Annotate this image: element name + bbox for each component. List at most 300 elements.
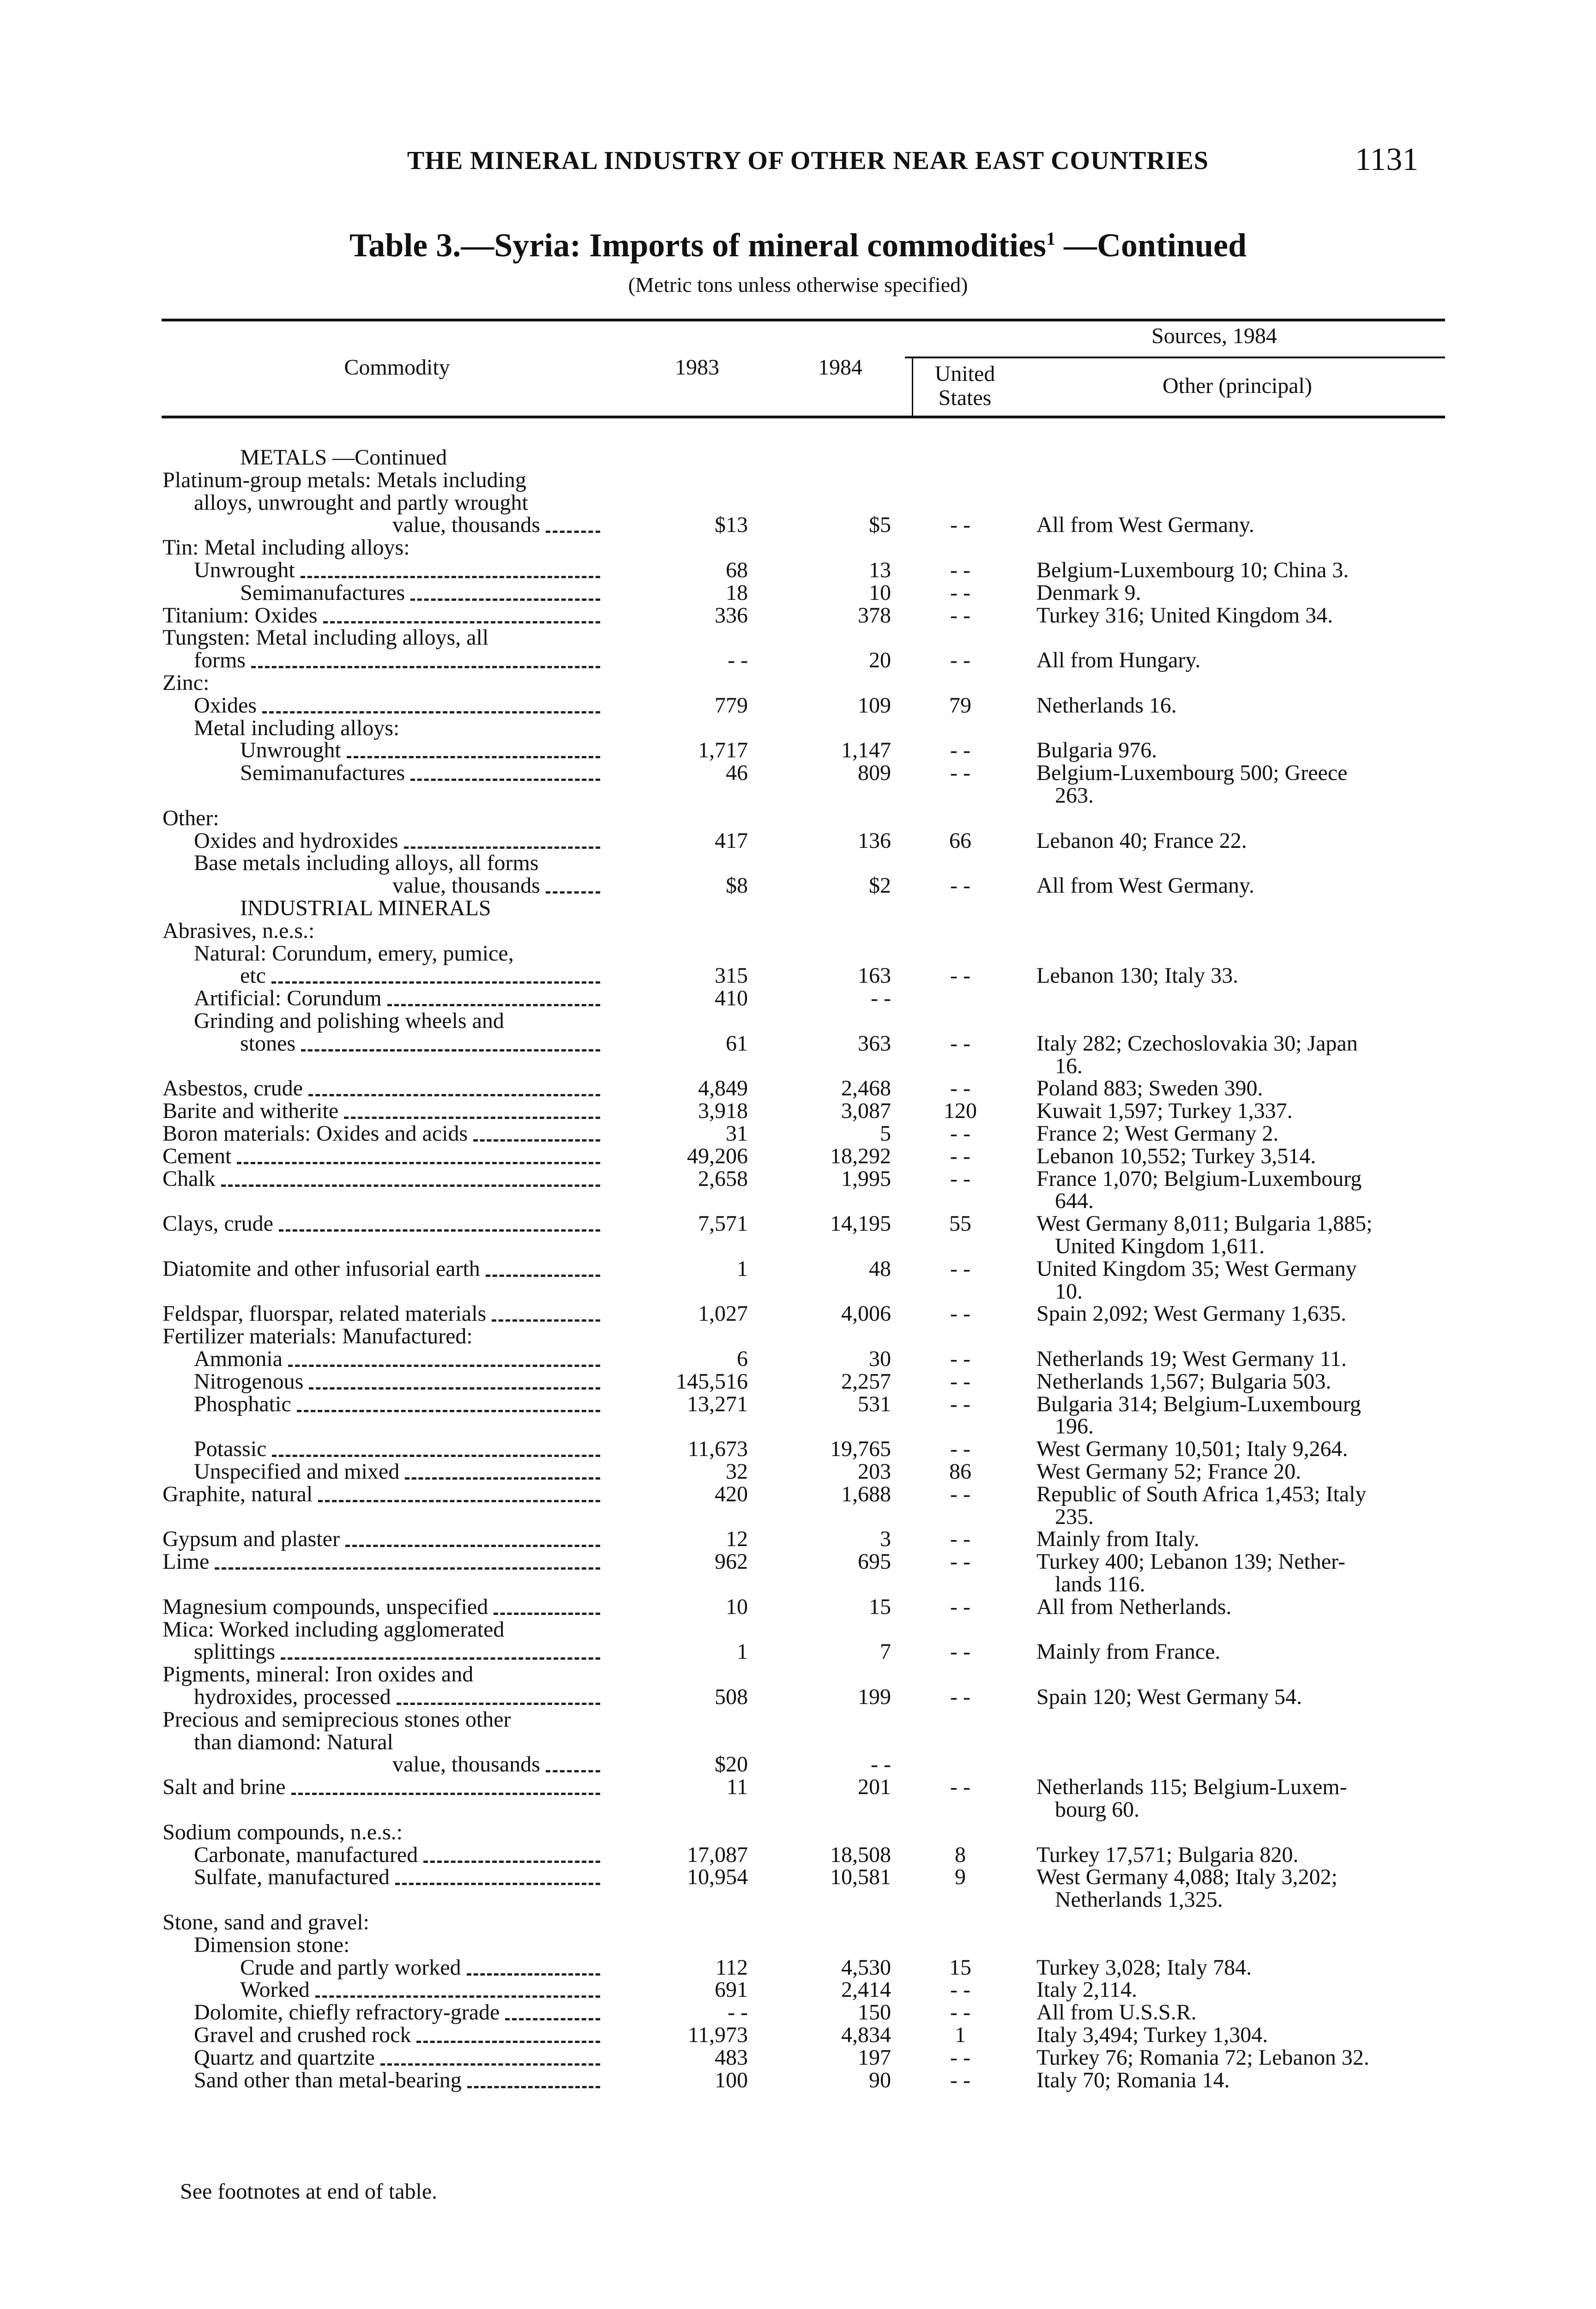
leader-dots <box>281 1657 600 1660</box>
table-row <box>0 896 1596 920</box>
commodity-label: Base metals including alloys, all forms <box>194 851 539 876</box>
source-other: Turkey 400; Lebanon 139; Nether- <box>1036 1549 1346 1574</box>
leader-dots <box>486 1275 600 1277</box>
source-other: 10. <box>1055 1279 1083 1304</box>
value-1984: 90 <box>869 2067 891 2092</box>
value-1984: $5 <box>869 513 891 538</box>
leader-dots <box>344 1117 600 1119</box>
commodity-label: METALS —Continued <box>240 445 447 470</box>
value-1984: 3,087 <box>841 1099 891 1124</box>
table-row <box>0 1234 1596 1258</box>
commodity-label: Ammonia <box>194 1347 283 1371</box>
source-other: All from West Germany. <box>1036 513 1255 538</box>
value-1984: 1,688 <box>841 1481 891 1506</box>
value-united-states: - - <box>950 1301 970 1326</box>
source-other: Italy 3,494; Turkey 1,304. <box>1036 2023 1268 2047</box>
table-row <box>0 1708 1596 1732</box>
commodity-label: Precious and semiprecious stones other <box>163 1707 511 1732</box>
source-other: United Kingdom 1,611. <box>1055 1234 1265 1258</box>
value-1984: 19,765 <box>830 1437 891 1462</box>
table-row <box>0 536 1596 560</box>
table-row <box>0 558 1596 582</box>
value-1984: 136 <box>858 828 891 853</box>
table-row <box>0 1167 1596 1191</box>
leader-dots <box>221 1185 600 1187</box>
value-united-states: - - <box>950 1549 970 1574</box>
value-united-states: - - <box>950 1256 970 1281</box>
value-1984: - - <box>871 1752 891 1777</box>
value-1984: 809 <box>858 761 891 786</box>
source-other: Denmark 9. <box>1036 580 1141 605</box>
commodity-label: Grinding and polishing wheels and <box>194 1009 504 1033</box>
commodity-label: Barite and witherite <box>163 1099 339 1124</box>
source-other: 16. <box>1055 1053 1083 1078</box>
value-1983: 1,717 <box>698 738 748 763</box>
leader-dots <box>279 1229 600 1232</box>
source-other: All from West Germany. <box>1036 873 1255 898</box>
table-row <box>0 1212 1596 1236</box>
table-row <box>0 604 1596 628</box>
leader-dots <box>473 1139 600 1142</box>
table-row <box>0 1392 1596 1416</box>
value-united-states: - - <box>950 1775 970 1800</box>
commodity-label: Mica: Worked including agglomerated <box>163 1617 505 1642</box>
value-1984: 109 <box>858 693 891 718</box>
commodity-label: Unwrought <box>240 738 341 763</box>
value-1983: 10 <box>726 1594 748 1619</box>
value-united-states: - - <box>950 580 970 605</box>
leader-dots <box>405 1477 600 1480</box>
leader-dots <box>380 2063 600 2066</box>
value-1983: 112 <box>715 1955 748 1980</box>
value-1984: 7 <box>880 1639 891 1664</box>
value-1983: 315 <box>715 963 748 988</box>
table-row <box>0 581 1596 605</box>
value-1983: 1,027 <box>698 1301 748 1326</box>
leader-dots <box>251 666 600 668</box>
commodity-label: Quartz and quartzite <box>194 2045 375 2070</box>
table-row <box>0 626 1596 650</box>
source-other: Netherlands 115; Belgium-Luxem- <box>1036 1775 1347 1800</box>
commodity-label: Sodium compounds, n.e.s.: <box>163 1819 403 1844</box>
leader-dots <box>467 1973 600 1976</box>
header-1984: 1984 <box>818 355 862 380</box>
value-1983: - - <box>728 2000 748 2025</box>
commodity-label: Potassic <box>194 1437 267 1462</box>
table-row <box>0 874 1596 898</box>
leader-dots <box>323 621 600 623</box>
table-row <box>0 468 1596 492</box>
value-1983: 1 <box>737 1256 748 1281</box>
value-united-states: 79 <box>949 693 971 718</box>
value-1984: 2,414 <box>841 1977 891 2002</box>
value-united-states: - - <box>950 1437 970 1462</box>
value-1984: 2,468 <box>841 1076 891 1101</box>
source-other: West Germany 8,011; Bulgaria 1,885; <box>1036 1211 1373 1236</box>
value-united-states: - - <box>950 1594 970 1619</box>
leader-dots <box>237 1162 600 1164</box>
value-1984: 363 <box>858 1031 891 1056</box>
commodity-label: Oxides and hydroxides <box>194 828 398 853</box>
value-1983: 4,849 <box>698 1076 748 1101</box>
value-united-states: - - <box>950 1121 970 1146</box>
commodity-label: Other: <box>163 805 219 830</box>
source-other: Mainly from France. <box>1036 1639 1221 1664</box>
source-other: West Germany 10,501; Italy 9,264. <box>1036 1437 1348 1462</box>
source-other: Belgium-Luxembourg 500; Greece <box>1036 761 1348 786</box>
commodity-label: stones <box>240 1031 295 1056</box>
table-row <box>0 1572 1596 1596</box>
value-1984: 378 <box>858 603 891 628</box>
value-1983: 31 <box>726 1121 748 1146</box>
table-row <box>0 2046 1596 2070</box>
table-row <box>0 1280 1596 1304</box>
value-united-states: - - <box>950 963 970 988</box>
leader-dots <box>301 576 600 578</box>
value-1983: 410 <box>715 986 748 1011</box>
value-united-states: - - <box>950 738 970 763</box>
source-other: Bulgaria 976. <box>1036 738 1157 763</box>
source-other: 263. <box>1055 783 1094 808</box>
source-other: All from U.S.S.R. <box>1036 2000 1197 2025</box>
table-title-suffix: —Continued <box>1055 227 1247 264</box>
table-row <box>0 1730 1596 1754</box>
value-united-states: - - <box>950 2067 970 2092</box>
running-head: THE MINERAL INDUSTRY OF OTHER NEAR EAST COUNTRIES <box>407 146 1209 175</box>
value-1984: 163 <box>858 963 891 988</box>
value-1983: 962 <box>715 1549 748 1574</box>
page-number: 1131 <box>1355 142 1419 177</box>
value-1983: 11 <box>726 1775 748 1800</box>
table-row <box>0 1076 1596 1100</box>
value-united-states: - - <box>950 1481 970 1506</box>
value-1983: 12 <box>726 1527 748 1552</box>
value-1983: $20 <box>715 1752 748 1777</box>
table-row <box>0 446 1596 470</box>
table-row <box>0 1550 1596 1574</box>
commodity-label: Tungsten: Metal including alloys, all <box>163 625 489 650</box>
value-1984: 18,508 <box>830 1842 891 1867</box>
table-row <box>0 648 1596 672</box>
source-other: Netherlands 16. <box>1036 693 1177 718</box>
table-row <box>0 716 1596 740</box>
commodity-label: Phosphatic <box>194 1391 291 1416</box>
value-united-states: - - <box>950 513 970 538</box>
table-title-footnote-mark: 1 <box>1046 228 1056 249</box>
source-other: Turkey 316; United Kingdom 34. <box>1036 603 1333 628</box>
table-row <box>0 1460 1596 1484</box>
source-other: Poland 883; Sweden 390. <box>1036 1076 1263 1101</box>
value-1983: 68 <box>726 558 748 582</box>
source-other: Italy 70; Romania 14. <box>1036 2067 1230 2092</box>
source-other: Netherlands 19; West Germany 11. <box>1036 1347 1347 1371</box>
commodity-label: Asbestos, crude <box>163 1076 303 1101</box>
value-1984: 1,995 <box>841 1166 891 1191</box>
table-row <box>0 2001 1596 2025</box>
table-row <box>0 919 1596 943</box>
table-row <box>0 1843 1596 1867</box>
value-1983: 1 <box>737 1639 748 1664</box>
table-row <box>0 1347 1596 1371</box>
commodity-label: Titanium: Oxides <box>163 603 318 628</box>
header-sources-1984: Sources, 1984 <box>1151 324 1277 348</box>
commodity-label: Dimension stone: <box>194 1932 350 1957</box>
value-1984: 4,834 <box>841 2023 891 2047</box>
commodity-label: Unwrought <box>194 558 295 582</box>
value-1983: 32 <box>726 1459 748 1484</box>
table-row <box>0 1370 1596 1394</box>
table-row <box>0 761 1596 785</box>
value-1983: $8 <box>726 873 748 898</box>
table-row <box>0 851 1596 875</box>
value-1984: 30 <box>869 1347 891 1371</box>
value-1984: 14,195 <box>830 1211 891 1236</box>
leader-dots <box>347 756 600 758</box>
header-commodity: Commodity <box>344 355 450 380</box>
value-1983: 420 <box>715 1481 748 1506</box>
leader-dots <box>546 1770 600 1772</box>
commodity-label: Gravel and crushed rock <box>194 2023 411 2047</box>
table-row <box>0 1257 1596 1281</box>
value-1983: 145,516 <box>676 1369 748 1394</box>
value-1984: 695 <box>858 1549 891 1574</box>
header-united: United <box>934 362 995 386</box>
source-other: Republic of South Africa 1,453; Italy <box>1036 1481 1367 1506</box>
value-1984: 150 <box>858 2000 891 2025</box>
table-row <box>0 1122 1596 1146</box>
source-other: Belgium-Luxembourg 10; China 3. <box>1036 558 1349 582</box>
leader-dots <box>308 1094 600 1096</box>
source-other: Spain 120; West Germany 54. <box>1036 1685 1302 1709</box>
commodity-label: Worked <box>240 1977 310 2002</box>
commodity-label: Carbonate, manufactured <box>194 1842 418 1867</box>
value-united-states: - - <box>950 1977 970 2002</box>
leader-dots <box>492 1319 600 1322</box>
value-united-states: - - <box>950 1166 970 1191</box>
commodity-label: Lime <box>163 1549 210 1574</box>
source-other: France 1,070; Belgium-Luxembourg <box>1036 1166 1362 1191</box>
value-united-states: 55 <box>949 1211 971 1236</box>
value-united-states: - - <box>950 1369 970 1394</box>
value-1983: 18 <box>726 580 748 605</box>
leader-dots <box>410 598 600 601</box>
table-row <box>0 2068 1596 2092</box>
source-other: lands 116. <box>1055 1572 1145 1596</box>
source-other: Netherlands 1,567; Bulgaria 503. <box>1036 1369 1331 1394</box>
table-row <box>0 671 1596 695</box>
source-other: Kuwait 1,597; Turkey 1,337. <box>1036 1099 1293 1124</box>
top-rule <box>162 319 1445 321</box>
table-row <box>0 1324 1596 1348</box>
leader-dots <box>318 1500 600 1502</box>
table-row <box>0 2023 1596 2047</box>
value-1983: 779 <box>715 693 748 718</box>
commodity-label: Zinc: <box>163 671 210 695</box>
table-row <box>0 1099 1596 1123</box>
table-row <box>0 942 1596 966</box>
leader-dots <box>262 711 600 713</box>
table-row <box>0 1437 1596 1461</box>
leader-dots <box>546 531 600 533</box>
footnote-note: See footnotes at end of table. <box>180 2179 438 2204</box>
header-bottom-rule <box>162 416 1445 418</box>
table-row <box>0 1933 1596 1957</box>
value-united-states: 15 <box>949 1955 971 1980</box>
table-row <box>0 1753 1596 1777</box>
commodity-label: Clays, crude <box>163 1211 273 1236</box>
value-united-states: - - <box>950 1639 970 1664</box>
source-other: Lebanon 40; France 22. <box>1036 828 1247 853</box>
table-row <box>0 1032 1596 1056</box>
table-row <box>0 986 1596 1010</box>
source-other: All from Netherlands. <box>1036 1594 1232 1619</box>
value-united-states: - - <box>950 603 970 628</box>
commodity-label: Platinum-group metals: Metals including <box>163 467 526 492</box>
table-row <box>0 738 1596 762</box>
source-other: Spain 2,092; West Germany 1,635. <box>1036 1301 1347 1326</box>
table-row <box>0 806 1596 830</box>
value-1983: 10,954 <box>687 1865 748 1890</box>
leader-dots <box>467 2086 600 2088</box>
commodity-label: Nitrogenous <box>194 1369 304 1394</box>
table-row <box>0 829 1596 853</box>
value-1983: 483 <box>715 2045 748 2070</box>
table-title-text: Table 3.—Syria: Imports of mineral commodities <box>349 227 1047 264</box>
table-row <box>0 1505 1596 1529</box>
commodity-label: Pigments, mineral: Iron oxides and <box>163 1662 474 1687</box>
value-united-states: - - <box>950 1527 970 1552</box>
leader-dots <box>272 1455 600 1457</box>
table-row <box>0 1189 1596 1213</box>
table-title <box>0 226 1596 265</box>
leader-dots <box>397 1703 600 1705</box>
commodity-label: Semimanufactures <box>240 761 405 786</box>
value-1983: 7,571 <box>698 1211 748 1236</box>
commodity-label: value, thousands <box>392 873 540 898</box>
value-1984: 4,006 <box>841 1301 891 1326</box>
leader-dots <box>288 1365 600 1367</box>
table-row <box>0 964 1596 988</box>
value-united-states: - - <box>950 2045 970 2070</box>
table-row <box>0 1798 1596 1822</box>
value-united-states: 120 <box>944 1099 977 1124</box>
commodity-label: Stone, sand and gravel: <box>163 1910 369 1934</box>
commodity-label: INDUSTRIAL MINERALS <box>240 896 491 920</box>
value-1984: 1,147 <box>841 738 891 763</box>
commodity-label: value, thousands <box>392 1752 540 1777</box>
value-1983: 49,206 <box>687 1143 748 1168</box>
commodity-label: Tin: Metal including alloys: <box>163 535 410 560</box>
leader-dots <box>546 891 600 894</box>
leader-dots <box>271 981 600 984</box>
commodity-label: Sand other than metal-bearing <box>194 2067 462 2092</box>
table-row <box>0 1662 1596 1686</box>
value-1984: 197 <box>858 2045 891 2070</box>
leader-dots <box>309 1387 600 1390</box>
commodity-label: Cement <box>163 1143 232 1168</box>
commodity-label: Natural: Corundum, emery, pumice, <box>194 941 514 966</box>
leader-dots <box>404 846 600 849</box>
value-united-states: 86 <box>949 1459 971 1484</box>
value-1984: 199 <box>858 1685 891 1709</box>
leader-dots <box>297 1410 600 1412</box>
table-subtitle: (Metric tons unless otherwise specified) <box>628 273 968 296</box>
table-row <box>0 1302 1596 1326</box>
value-1984: 15 <box>869 1594 891 1619</box>
value-1983: 6 <box>737 1347 748 1371</box>
commodity-label: Dolomite, chiefly refractory-grade <box>194 2000 500 2025</box>
source-other: Lebanon 10,552; Turkey 3,514. <box>1036 1143 1316 1168</box>
table-row <box>0 1956 1596 1980</box>
commodity-label: etc <box>240 963 266 988</box>
commodity-label: Salt and brine <box>163 1775 286 1800</box>
commodity-label: Metal including alloys: <box>194 715 400 740</box>
value-1983: $13 <box>715 513 748 538</box>
value-1984: 201 <box>858 1775 891 1800</box>
leader-dots <box>494 1613 600 1615</box>
source-other: Turkey 76; Romania 72; Lebanon 32. <box>1036 2045 1369 2070</box>
commodity-label: forms <box>194 648 246 673</box>
commodity-label: Crude and partly worked <box>240 1955 461 1980</box>
value-1984: 203 <box>858 1459 891 1484</box>
value-1984: 3 <box>880 1527 891 1552</box>
leader-dots <box>345 1545 600 1547</box>
table-row <box>0 1595 1596 1619</box>
table-row <box>0 1527 1596 1551</box>
table-row <box>0 491 1596 515</box>
commodity-label: Fertilizer materials: Manufactured: <box>163 1324 473 1349</box>
table-row <box>0 1009 1596 1033</box>
commodity-label: Unspecified and mixed <box>194 1459 400 1484</box>
table-row <box>0 513 1596 537</box>
leader-dots <box>410 779 600 781</box>
commodity-label: splittings <box>194 1639 276 1664</box>
table-row <box>0 1888 1596 1912</box>
sources-rule <box>905 357 1445 358</box>
commodity-label: Abrasives, n.e.s.: <box>163 918 315 943</box>
value-1983: 100 <box>715 2067 748 2092</box>
value-1983: 336 <box>715 603 748 628</box>
value-united-states: - - <box>950 558 970 582</box>
value-1983: 3,918 <box>698 1099 748 1124</box>
leader-dots <box>215 1567 600 1570</box>
commodity-label: hydroxides, processed <box>194 1685 391 1709</box>
table-row <box>0 1144 1596 1168</box>
table-row <box>0 1910 1596 1934</box>
commodity-label: than diamond: Natural <box>194 1729 393 1754</box>
table-row <box>0 1054 1596 1078</box>
leader-dots <box>423 1861 600 1863</box>
value-1983: 11,673 <box>687 1437 748 1462</box>
value-united-states: - - <box>950 1143 970 1168</box>
value-united-states: - - <box>950 648 970 673</box>
value-1984: 2,257 <box>841 1369 891 1394</box>
value-united-states: 8 <box>955 1842 966 1867</box>
value-1983: - - <box>728 648 748 673</box>
value-1984: 10,581 <box>830 1865 891 1890</box>
source-other: Italy 2,114. <box>1036 1977 1138 2002</box>
leader-dots <box>301 1049 600 1052</box>
commodity-label: Sulfate, manufactured <box>194 1865 390 1890</box>
commodity-label: Oxides <box>194 693 257 718</box>
value-1984: 18,292 <box>830 1143 891 1168</box>
source-other: West Germany 4,088; Italy 3,202; <box>1036 1865 1338 1890</box>
value-1984: - - <box>871 986 891 1011</box>
value-united-states: - - <box>950 1347 970 1371</box>
value-united-states: - - <box>950 1685 970 1709</box>
value-united-states: - - <box>950 761 970 786</box>
source-other: 235. <box>1055 1504 1094 1529</box>
